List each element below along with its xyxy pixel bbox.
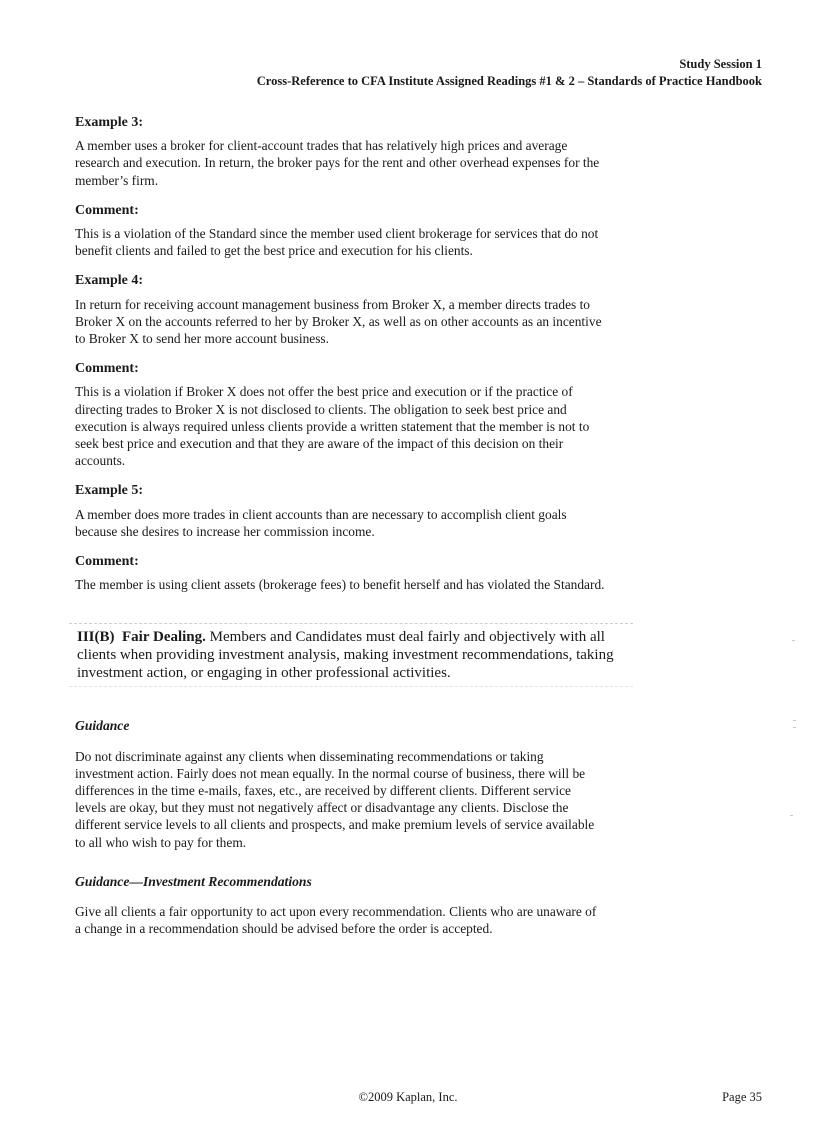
comment-5-text: The member is using client assets (brokerage fees) to benefit herself and has violated the Standard. xyxy=(75,577,605,593)
example-3-text: A member uses a broker for client-account trades that has relatively high prices and average research and execution. In return, the broker pays for the rent and other overhead expenses for the member’s firm. xyxy=(75,138,600,188)
guidance-recommendations-heading: Guidance—Investment Recommendations xyxy=(75,873,312,889)
example-3-heading: Example 3: xyxy=(75,115,144,130)
footer-page-number: Page 35 xyxy=(722,1090,762,1104)
footer-copyright: ©2009 Kaplan, Inc. xyxy=(358,1090,458,1104)
guidance-heading: Guidance xyxy=(75,718,130,734)
standard-text: Members and Candidates must deal fairly and objectively with all clients when providing investment analysis, making investment recommendations, taking investment action, or engaging in other professional activities. xyxy=(77,629,614,682)
guidance-text: Do not discriminate against any clients when disseminating recommendations or taking investment action. Fairly does not mean equally. In the normal course of business, there will be differences in the time e-mails, faxes, etc., are received by different clients. Different service levels are okay, but they must not negatively affect or disadvantage any clients. Disclose the different service levels to all clients and prospects, and make premium levels of service available to all who wish to pay for them. xyxy=(75,748,595,850)
scan-speck xyxy=(790,815,793,816)
standard-title: Fair Dealing. xyxy=(122,629,206,646)
scan-speck xyxy=(793,727,796,728)
header-session: Study Session 1 xyxy=(679,57,762,71)
comment-3-text: This is a violation of the Standard since the member used client brokerage for services that do not benefit clients and failed to get the best price and execution for his clients. xyxy=(75,226,599,259)
scan-speck xyxy=(793,720,796,721)
example-5-text: A member does more trades in client accounts than are necessary to accomplish client goals because she desires to increase her commission income. xyxy=(75,506,567,539)
example-4-heading: Example 4: xyxy=(75,273,144,289)
comment-4-text: This is a violation if Broker X does not offer the best price and execution or if the practice of directing trades to Broker X is not disclosed to clients. The obligation to seek best price and execution is always required unless clients provide a written statement that the member is not to seek best price and execution and that they are aware of the impact of this decision on their accounts. xyxy=(75,384,590,469)
scan-speck xyxy=(792,640,795,641)
standard-tag: III(B) xyxy=(77,629,115,646)
page-body xyxy=(75,114,614,951)
comment-4-heading: Comment: xyxy=(75,361,139,377)
example-4-text: In return for receiving account management business from Broker X, a member directs trades to Broker X on the accounts referred to her by Broker X, as well as on other accounts as an incentive to Broker X to send her more account business. xyxy=(75,296,602,347)
comment-5-heading: Comment: xyxy=(75,554,139,570)
header-cross-reference: Cross-Reference to CFA Institute Assigned Readings #1 & 2 – Standards of Practice Handbook xyxy=(256,74,762,88)
standard-box xyxy=(69,623,633,687)
example-5-heading: Example 5: xyxy=(75,483,144,499)
guidance-recommendations-text: Give all clients a fair opportunity to act upon every recommendation. Clients who are unaware of a change in a recommendation should be advised before the order is accepted. xyxy=(75,904,597,937)
running-header xyxy=(257,56,762,90)
comment-3-heading: Comment: xyxy=(75,202,139,218)
